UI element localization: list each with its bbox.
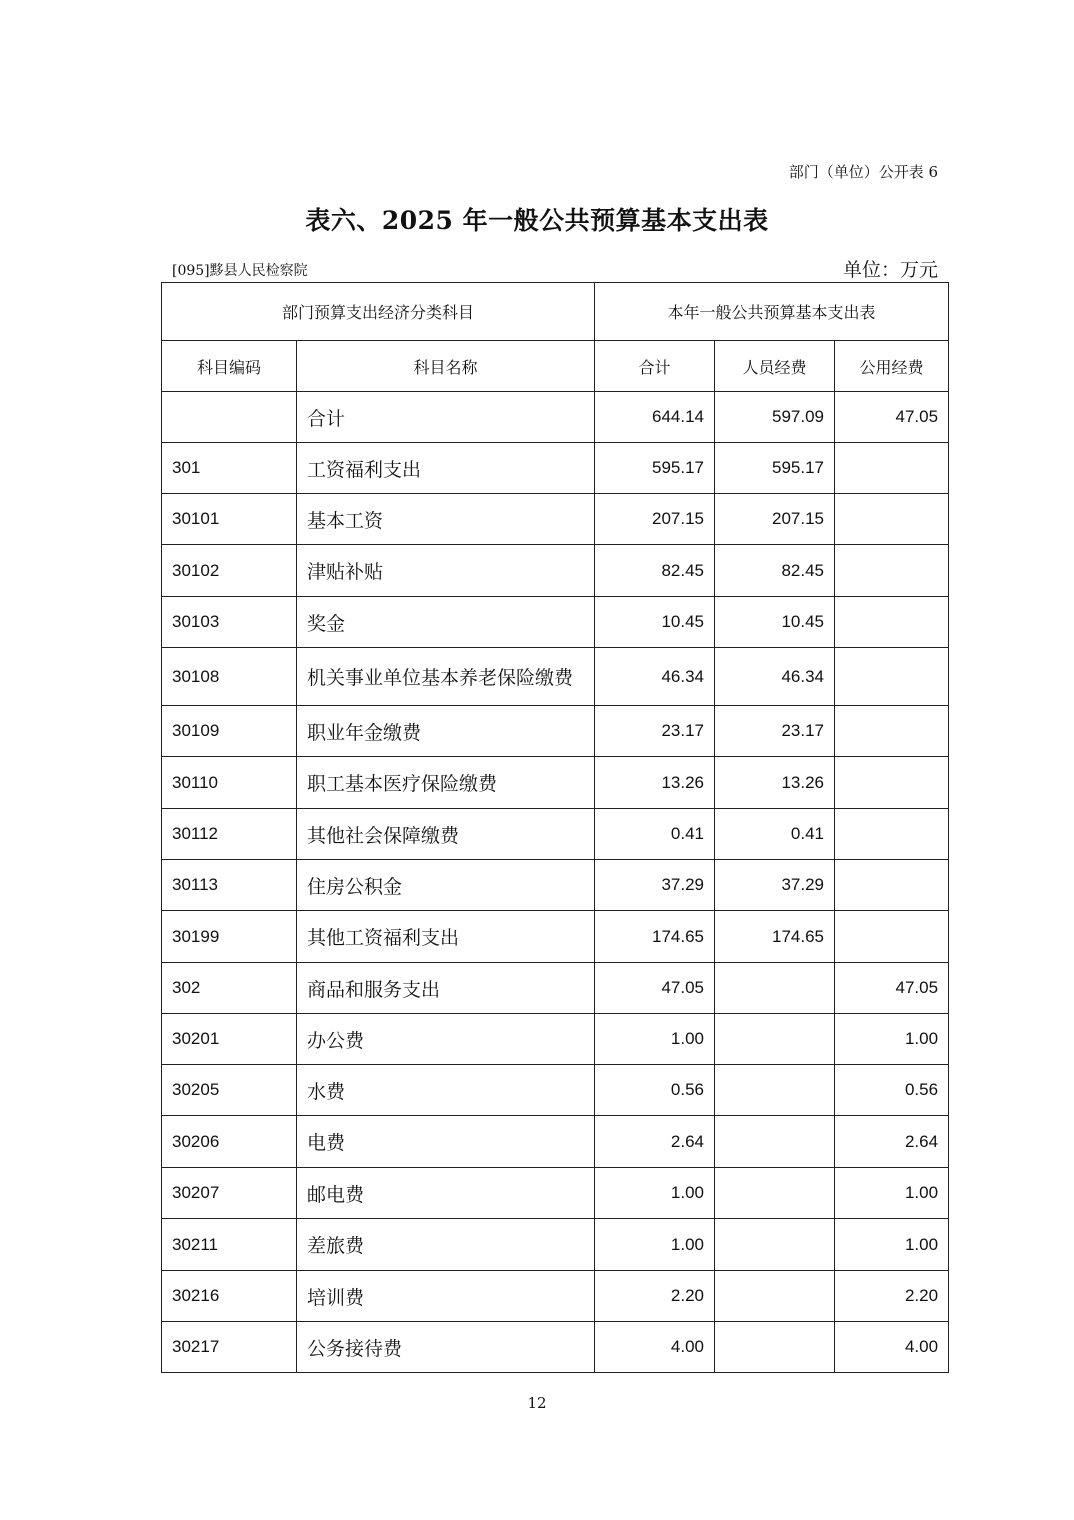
cell-total: 37.29	[595, 860, 715, 911]
header-group-expenditure: 本年一般公共预算基本支出表	[595, 283, 949, 341]
cell-code: 30217	[162, 1322, 297, 1373]
cell-public	[835, 494, 949, 545]
cell-personnel	[715, 1271, 835, 1322]
cell-total: 1.00	[595, 1219, 715, 1271]
header-code: 科目编码	[162, 341, 297, 392]
cell-name: 办公费	[297, 1014, 595, 1065]
table-row	[162, 1014, 949, 1065]
cell-personnel: 13.26	[715, 757, 835, 809]
cell-total: 2.64	[595, 1116, 715, 1168]
cell-code: 30103	[162, 597, 297, 648]
cell-public	[835, 757, 949, 809]
cell-code: 30201	[162, 1014, 297, 1065]
table-row	[162, 1271, 949, 1322]
cell-public	[835, 443, 949, 494]
cell-personnel: 597.09	[715, 392, 835, 443]
cell-total: 207.15	[595, 494, 715, 545]
cell-code: 30112	[162, 809, 297, 860]
cell-personnel	[715, 963, 835, 1014]
cell-public	[835, 911, 949, 963]
cell-code: 30205	[162, 1065, 297, 1116]
cell-personnel: 23.17	[715, 706, 835, 757]
cell-name: 水费	[297, 1065, 595, 1116]
cell-code	[162, 392, 297, 443]
cell-total: 2.20	[595, 1271, 715, 1322]
cell-name: 差旅费	[297, 1219, 595, 1271]
cell-name: 商品和服务支出	[297, 963, 595, 1014]
cell-public: 0.56	[835, 1065, 949, 1116]
cell-total: 644.14	[595, 392, 715, 443]
cell-name: 住房公积金	[297, 860, 595, 911]
cell-personnel	[715, 1065, 835, 1116]
cell-total: 13.26	[595, 757, 715, 809]
table-row	[162, 1322, 949, 1373]
cell-total: 4.00	[595, 1322, 715, 1373]
cell-personnel: 595.17	[715, 443, 835, 494]
table-row	[162, 860, 949, 911]
table-row	[162, 648, 949, 706]
cell-code: 302	[162, 963, 297, 1014]
cell-personnel	[715, 1219, 835, 1271]
cell-code: 30109	[162, 706, 297, 757]
cell-code: 301	[162, 443, 297, 494]
table-row	[162, 1168, 949, 1219]
table-row	[162, 545, 949, 597]
table-row	[162, 911, 949, 963]
cell-total: 0.56	[595, 1065, 715, 1116]
header-personnel: 人员经费	[715, 341, 835, 392]
table-row	[162, 597, 949, 648]
cell-personnel	[715, 1014, 835, 1065]
cell-public: 2.20	[835, 1271, 949, 1322]
table-row	[162, 1116, 949, 1168]
cell-code: 30101	[162, 494, 297, 545]
cell-name: 其他工资福利支出	[297, 911, 595, 963]
cell-code: 30199	[162, 911, 297, 963]
cell-personnel: 46.34	[715, 648, 835, 706]
cell-public	[835, 809, 949, 860]
cell-code: 30110	[162, 757, 297, 809]
cell-personnel	[715, 1322, 835, 1373]
cell-public	[835, 545, 949, 597]
cell-name: 电费	[297, 1116, 595, 1168]
cell-name: 公务接待费	[297, 1322, 595, 1373]
page-title: 表六、2025 年一般公共预算基本支出表	[305, 206, 769, 235]
cell-total: 47.05	[595, 963, 715, 1014]
table-row	[162, 494, 949, 545]
page-number: 12	[527, 1394, 547, 1412]
header-group-classification: 部门预算支出经济分类科目	[162, 283, 595, 341]
cell-total: 82.45	[595, 545, 715, 597]
cell-total: 10.45	[595, 597, 715, 648]
cell-code: 30102	[162, 545, 297, 597]
cell-personnel: 82.45	[715, 545, 835, 597]
cell-name: 津贴补贴	[297, 545, 595, 597]
table-row	[162, 1065, 949, 1116]
table-row	[162, 757, 949, 809]
cell-name: 奖金	[297, 597, 595, 648]
cell-public	[835, 706, 949, 757]
cell-personnel: 37.29	[715, 860, 835, 911]
header-public: 公用经费	[835, 341, 949, 392]
cell-name: 其他社会保障缴费	[297, 809, 595, 860]
cell-name: 职业年金缴费	[297, 706, 595, 757]
cell-total: 1.00	[595, 1168, 715, 1219]
cell-public: 1.00	[835, 1168, 949, 1219]
table-row	[162, 809, 949, 860]
table-row	[162, 443, 949, 494]
cell-public: 47.05	[835, 963, 949, 1014]
cell-public: 1.00	[835, 1219, 949, 1271]
unit-label: 单位：万元	[842, 259, 938, 281]
cell-code: 30206	[162, 1116, 297, 1168]
cell-name: 培训费	[297, 1271, 595, 1322]
cell-code: 30207	[162, 1168, 297, 1219]
unit-row	[172, 256, 938, 282]
page-label: 部门（单位）公开表 6	[788, 163, 938, 181]
cell-personnel	[715, 1168, 835, 1219]
header-total: 合计	[595, 341, 715, 392]
table-row	[162, 1219, 949, 1271]
cell-personnel: 174.65	[715, 911, 835, 963]
cell-total: 174.65	[595, 911, 715, 963]
cell-name: 合计	[297, 392, 595, 443]
cell-total: 1.00	[595, 1014, 715, 1065]
cell-public: 2.64	[835, 1116, 949, 1168]
table-row	[162, 963, 949, 1014]
cell-total: 0.41	[595, 809, 715, 860]
cell-name: 职工基本医疗保险缴费	[297, 757, 595, 809]
cell-total: 46.34	[595, 648, 715, 706]
table-row	[162, 392, 949, 443]
cell-public: 1.00	[835, 1014, 949, 1065]
cell-name: 工资福利支出	[297, 443, 595, 494]
cell-name: 机关事业单位基本养老保险缴费	[297, 648, 595, 706]
cell-code: 30108	[162, 648, 297, 706]
cell-total: 23.17	[595, 706, 715, 757]
budget-table	[161, 282, 949, 1373]
cell-code: 30113	[162, 860, 297, 911]
cell-name: 邮电费	[297, 1168, 595, 1219]
cell-public	[835, 860, 949, 911]
cell-code: 30216	[162, 1271, 297, 1322]
cell-code: 30211	[162, 1219, 297, 1271]
cell-public: 47.05	[835, 392, 949, 443]
cell-public	[835, 648, 949, 706]
header-name: 科目名称	[297, 341, 595, 392]
cell-public	[835, 597, 949, 648]
table-row	[162, 706, 949, 757]
cell-name: 基本工资	[297, 494, 595, 545]
cell-personnel: 0.41	[715, 809, 835, 860]
organization-name: [095]黟县人民检察院	[172, 263, 308, 279]
cell-total: 595.17	[595, 443, 715, 494]
cell-personnel: 207.15	[715, 494, 835, 545]
cell-public: 4.00	[835, 1322, 949, 1373]
cell-personnel: 10.45	[715, 597, 835, 648]
cell-personnel	[715, 1116, 835, 1168]
